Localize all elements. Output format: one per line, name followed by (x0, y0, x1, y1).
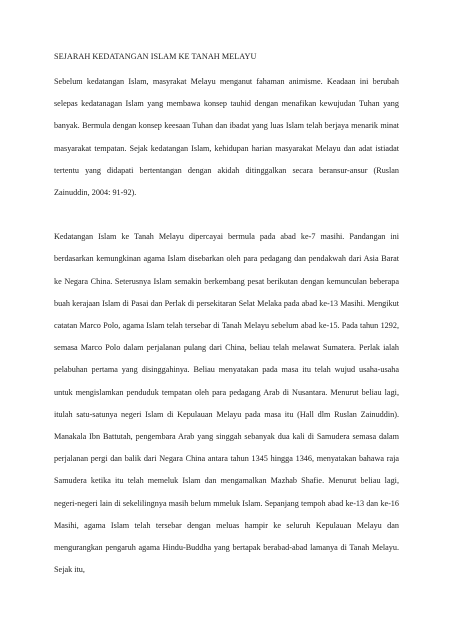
paragraph-history: Kedatangan Islam ke Tanah Melayu dipercayai bermula pada abad ke-7 masihi. Pandangan ini berdasarkan kemungkinan agama Islam disebarkan oleh para pedagang dan pendakwah dari Asia Barat ke Negara China. Seterusnya Islam semakin berkembang pesat berikutan dengan kemunculan beberapa buah kerajaan Islam di Pasai dan Perlak di persekitaran Selat Melaka pada abad ke-13 Masihi. Mengikut catatan Marco Polo, agama Islam telah tersebar di Tanah Melayu sebelum abad ke-15. Pada tahun 1292, semasa Marco Polo dalam perjalanan pulang dari China, beliau telah melawat Sumatera. Perlak ialah pelabuhan pertama yang disinggahinya. Beliau menyatakan pada masa itu telah wujud usaha-usaha untuk mengislamkan penduduk tempatan oleh para pedagang Arab di Nusantara. Menurut beliau lagi, itulah satu-satunya negeri Islam di Kepulauan Melayu pada masa itu (Hall dlm Ruslan Zainuddin). Manakala Ibn Battutah, pengembara Arab yang singgah sebanyak dua kali di Samudera semasa dalam perjalanan pergi dan balik dari Negara China antara tahun 1345 hingga 1346, menyatakan bahawa raja Samudera ketika itu telah memeluk Islam dan mengamalkan Mazhab Shafie. Menurut beliau lagi, negeri-negeri lain di sekelilingnya masih belum mmeluk Islam. Sepanjang tempoh abad ke-13 dan ke-16 Masihi, agama Islam telah tersebar dengan meluas hampir ke seluruh Kepulauan Melayu dan mengurangkan pengaruh agama Hindu-Buddha yang bertapak berabad-abad lamanya di Tanah Melayu. Sejak itu, (54, 232, 399, 575)
paragraph-intro: Sebelum kedatangan Islam, masyrakat Melayu menganut fahaman animisme. Keadaan ini berubah selepas kedatanagan Islam yang membawa konsep tauhid dengan menafikan kewujudan Tuhan yang banyak. Bermula dengan konsep keesaan Tuhan dan ibadat yang luas Islam telah berjaya menarik minat masyarakat tempatan. Sejak kedatangan Islam, kehidupan harian masyarakat Melayu dan adat istiadat tertentu yang didapati bertentangan dengan akidah ditinggalkan secara beransur-ansur (Ruslan Zainuddin, 2004: 91-92). (54, 77, 399, 198)
document-title: SEJARAH KEDATANGAN ISLAM KE TANAH MELAYU (54, 52, 257, 61)
document-body (54, 51, 399, 581)
